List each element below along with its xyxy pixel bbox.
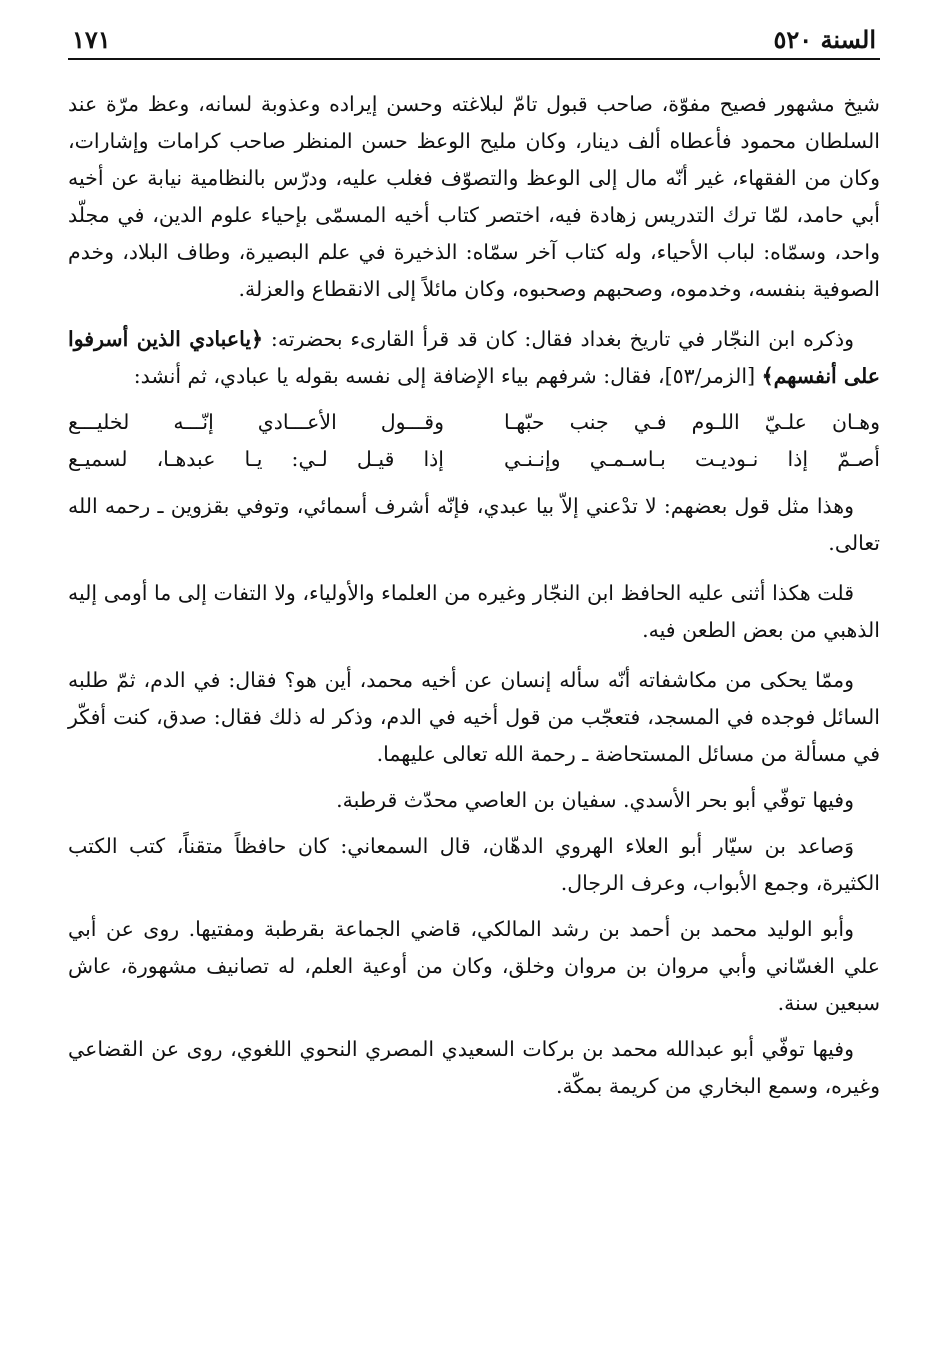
- paragraph-obituary: وَصاعد بن سيّار أبو العلاء الهروي الدهّان، قال السمعاني: كان حافظاً متقناً، كتب الكتب الكثيرة، وجمع الأبواب، وعرف الرجال.: [68, 834, 880, 895]
- paragraph-author-comment: قلت هكذا أثنى عليه الحافظ ابن النجّار وغيره من العلماء والأولياء، ولا التفات إلى ما أومى إليه الذهبي من بعض الطعن فيه.: [68, 581, 880, 642]
- paragraph-anecdote: وممّا يحكى من مكاشفاته أنّه سأله إنسان عن أخيه محمد، أين هو؟ فقال: في الدم، ثمّ طلبه السائل فوجده في المسجد، فتعجّب من قول أخيه في الدم، وذكر له ذلك فقال: صدق، كنت أفكّر في مسألة من مسائل المستحاضة ـ رحمة الله تعالى عليهما.: [68, 668, 880, 766]
- paragraph-obituary: وأبو الوليد محمد بن أحمد بن رشد المالكي، قاضي الجماعة بقرطبة ومفتيها. روى عن أبي علي الغسّاني وأبي مروان بن مروان وخلق، وكان من أوعية العلم، له تصانيف مشهورة، عاش سبعين سنة.: [68, 917, 880, 1015]
- page-body: [68, 86, 880, 1105]
- paragraph-obituary: وفيها توفّي أبو عبدالله محمد بن بركات السعيدي المصري النحوي اللغوي، روى عن القضاعي وغيره، وسمع البخاري من كريمة بمكّة.: [68, 1037, 880, 1098]
- book-page: [68, 18, 880, 1114]
- verse-line: [68, 441, 880, 478]
- page-header: [68, 18, 880, 60]
- quran-quote: ﴿ياعبادي الذين أسرفوا على أنفسهم﴾: [68, 327, 880, 388]
- poem-verses: [68, 404, 880, 478]
- paragraph-text: وذكره ابن النجّار في تاريخ بغداد فقال: كان قد قرأ القارىء بحضرته:: [263, 327, 854, 351]
- page-number: ١٧١: [72, 25, 111, 54]
- verse-first-hemistich: وهـان علـيّ اللـوم فـي جنب حبّهـا: [504, 410, 880, 434]
- verse-first-hemistich: أصـمّ إذا نـوديـت بـاسـمـي وإنـنـي: [504, 447, 880, 471]
- paragraph-biography: شيخ مشهور فصيح مفوّة، صاحب قبول تامّ لبلاغته وحسن إيراده وعذوبة لسانه، وعظ مرّة عند السلطان محمود فأعطاه ألف دينار، وكان مليح الوعظ حسن المنظر صاحب كرامات وإشارات، وكان من الفقهاء، غير أنّه مال إلى الوعظ والتصوّف فغلب عليه، ودرّس بالنظامية نيابة عن أخيه أبي حامد، لمّا ترك التدريس زهادة فيه، اختصر كتاب أخيه المسمّى بإحياء علوم الدين، في مجلّد واحد، وسمّاه: لباب الأحياء، وله كتاب آخر سمّاه: الذخيرة في علم البصيرة، وطاف البلاد، وخدم الصوفية بنفسه، وخدموه، وصحبهم وصحبوه، وكان مائلاً إلى الانقطاع والعزلة.: [68, 92, 880, 301]
- verse-second-hemistich: إذا قيـل لـي: يـا عبدهـا، لسميـع: [68, 447, 444, 471]
- running-head-year: السنة ٥٢٠: [773, 25, 876, 54]
- verse-line: [68, 404, 880, 441]
- paragraph-saying: وهذا مثل قول بعضهم: لا تدْعني إلاّ بيا عبدي، فإنّه أشرف أسمائي، وتوفي بقزوين ـ رحمه الله تعالى.: [68, 494, 880, 555]
- verse-second-hemistich: وقـــول الأعـــادي إنّـــه لخليـــع: [68, 410, 444, 434]
- paragraph-text: [الزمر/٥٣]، فقال: شرفهم بياء الإضافة إلى نفسه بقوله يا عبادي، ثم أنشد:: [133, 364, 762, 388]
- paragraph-obituary: وفيها توفّي أبو بحر الأسدي. سفيان بن العاصي محدّث قرطبة.: [336, 788, 854, 812]
- paragraph-ibn-najjar: [68, 321, 880, 395]
